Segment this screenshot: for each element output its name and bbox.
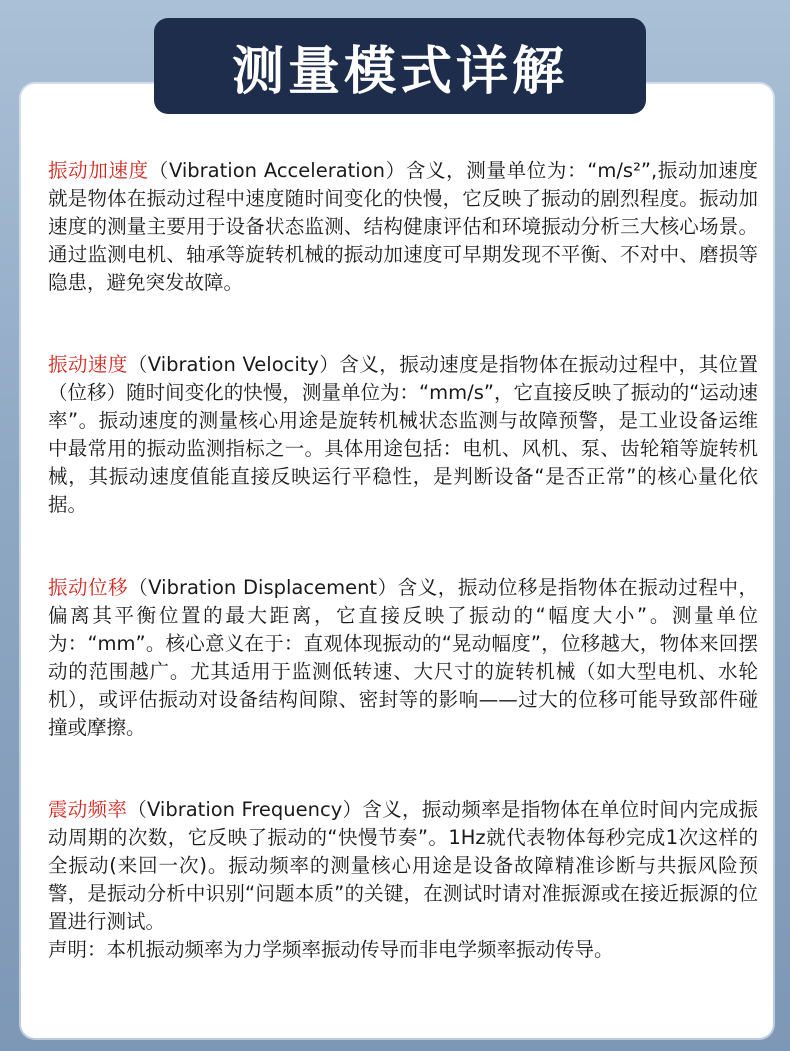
section-body: （Vibration Displacement）含义，振动位移是指物体在振动过程中，偏离其平衡位置的最大距离，它直接反映了振动的“幅度大小”。测量单位为：“mm”。核心意义在于：直观体现振动的“晃动幅度”，位移越大，物体来回摆动的范围越广。尤其适用于监测低转速、大尺寸的旋转机械（如大型电机、水轮机），或评估振动对设备结构间隙、密封等的影响——过大的位移可能导致部件碰撞或摩擦。 [48,576,758,739]
term-label: 震动频率 [48,798,128,821]
section-body: （Vibration Velocity）含义，振动速度是指物体在振动过程中，其位置（位移）随时间变化的快慢，测量单位为：“mm/s”，它直接反映了振动的“运动速率”。振动速度的测量核心用途是旋转机械状态监测与故障预警，是工业设备运维中最常用的振动监测指标之一。具体用途包括：电机、风机、泵、齿轮箱等旋转机械，其振动速度值能直接反映运行平稳性，是判断设备“是否正常”的核心量化依据。 [48,353,758,516]
term-label: 振动位移 [48,576,129,599]
section-displacement [48,574,758,742]
section-velocity [48,351,758,519]
term-label: 振动加速度 [48,159,149,182]
title-badge [154,18,646,114]
section-frequency [48,796,758,964]
page-title: 测量模式详解 [231,41,568,102]
section-body: （Vibration Frequency）含义，振动频率是指物体在单位时间内完成振动周期的次数，它反映了振动的“快慢节奏”。1Hz就代表物体每秒完成1次这样的全振动(来回一次)。振动频率的测量核心用途是设备故障精准诊断与共振风险预警，是振动分析中识别“问题本质”的关键，在测试时请对准振源或在接近振源的位置进行测试。 [48,798,758,933]
section-acceleration [48,157,758,297]
section-body: （Vibration Acceleration）含义，测量单位为：“m/s²”,振动加速度就是物体在振动过程中速度随时间变化的快慢，它反映了振动的剧烈程度。振动加速度的测量主要用于设备状态监测、结构健康评估和环境振动分析三大核心场景。通过监测电机、轴承等旋转机械的振动加速度可早期发现不平衡、不对中、磨损等隐患，避免突发故障。 [48,159,758,294]
term-label: 振动速度 [48,353,128,376]
disclaimer-note: 声明：本机振动频率为力学频率振动传导而非电学频率振动传导。 [48,938,614,961]
